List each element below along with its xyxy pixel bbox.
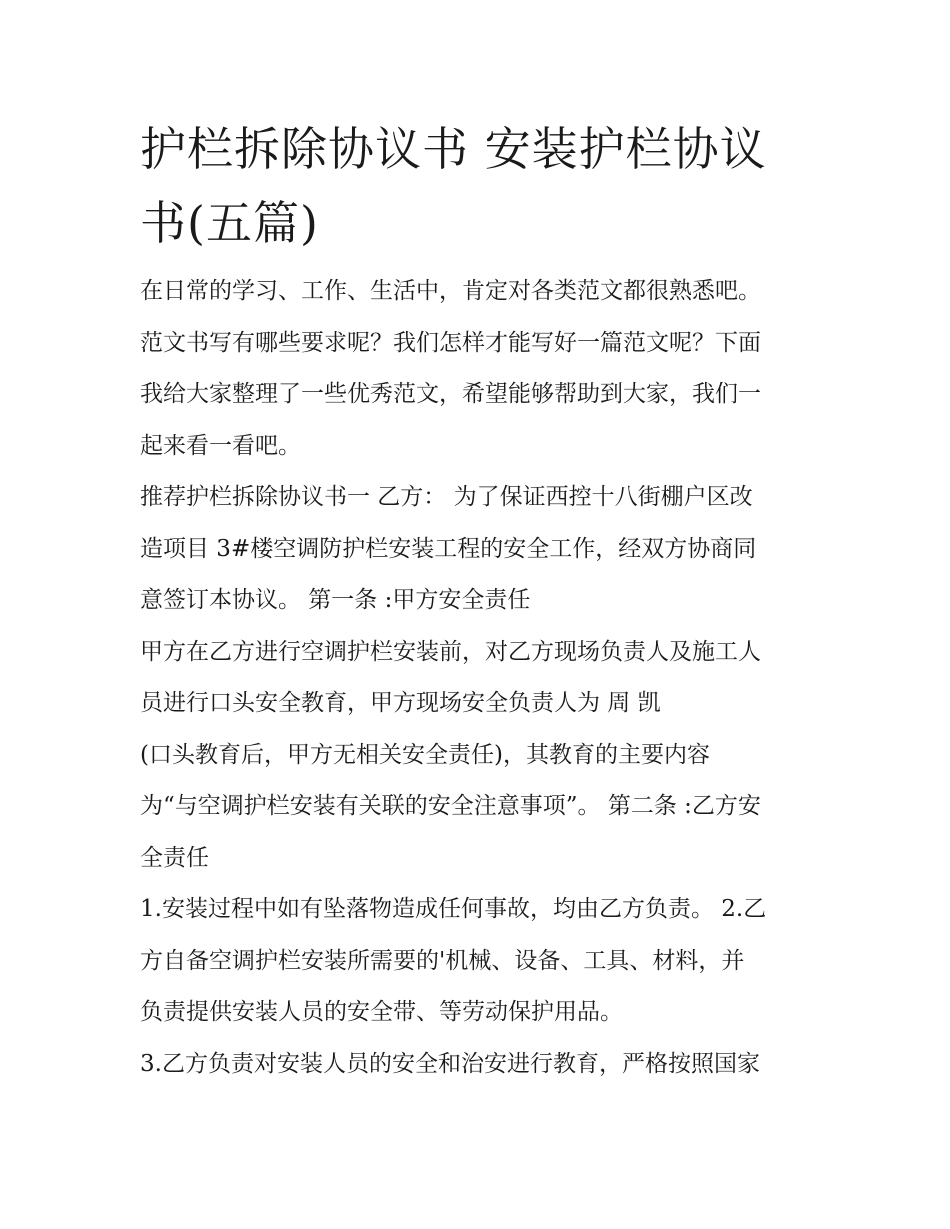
text-line: 全责任 (140, 844, 209, 871)
document-title (140, 112, 820, 260)
party-a-responsibility-paragraph (140, 627, 820, 885)
text-line: (口头教育后，甲方无相关安全责任)，其教育的主要内容 (140, 741, 710, 768)
text-line: 起来看一看吧。 (140, 432, 301, 459)
party-b-items-paragraph (140, 884, 820, 1039)
party-b-item-3-paragraph (140, 1039, 820, 1091)
text-line: 推荐护栏拆除协议书一 乙方： 为了保证西控十八街棚户区改 (140, 484, 753, 510)
text-line: 我给大家整理了一些优秀范文，希望能够帮助到大家，我们一 (140, 381, 761, 407)
intro-paragraph (140, 266, 820, 472)
text-line: 甲方在乙方进行空调护栏安装前，对乙方现场负责人及施工人 (140, 638, 761, 665)
title-line: 书(五篇) (140, 196, 319, 250)
text-line: 在日常的学习、工作、生活中，肯定对各类范文都很熟悉吧。 (140, 278, 761, 304)
text-line: 1.安装过程中如有坠落物造成任何事故，均由乙方负责。 2.乙 (140, 896, 767, 922)
agreement-intro-paragraph (140, 472, 820, 627)
text-line: 方自备空调护栏安装所需要的'机械、设备、工具、材料，并 (140, 947, 745, 974)
text-line: 3.乙方负责对安装人员的安全和治安进行教育，严格按照国家 (140, 1050, 760, 1077)
document-body (140, 112, 820, 1090)
title-line: 护栏拆除协议书 安装护栏协议 (140, 122, 767, 176)
text-line: 为“与空调护栏安装有关联的安全注意事项”。 第二条 :乙方安 (140, 793, 761, 819)
text-line: 范文书写有哪些要求呢？我们怎样才能写好一篇范文呢？下面 (140, 329, 761, 356)
text-line: 意签订本协议。 第一条 :甲方安全责任 (140, 587, 531, 613)
text-line: 负责提供安装人员的安全带、等劳动保护用品。 (140, 999, 623, 1025)
text-line: 员进行口头安全教育，甲方现场安全负责人为 周 凯 (140, 690, 661, 716)
text-line: 造项目 3#楼空调防护栏安装工程的安全工作，经双方协商同 (140, 535, 757, 562)
